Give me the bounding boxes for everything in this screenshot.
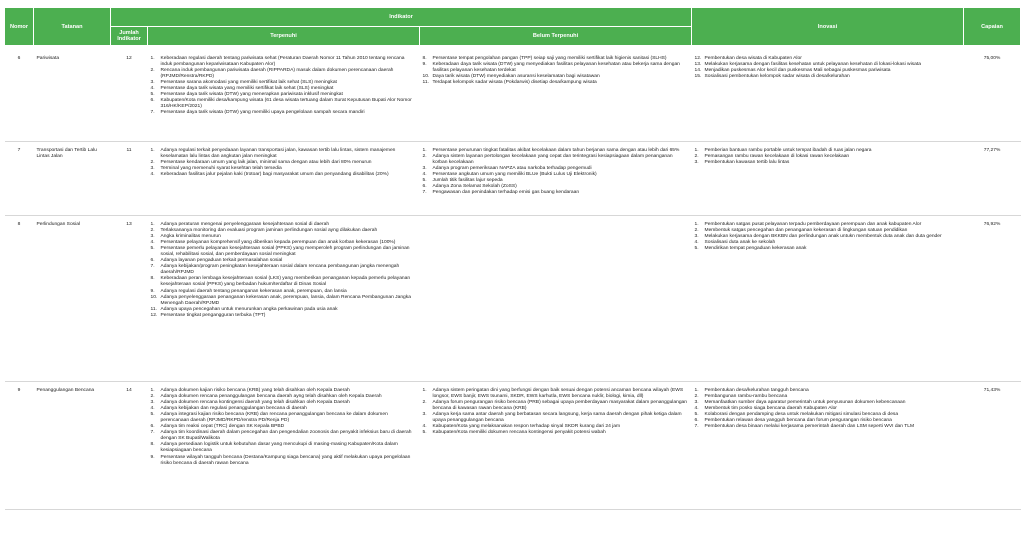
cell-terpenuhi-list (151, 148, 417, 178)
list-item-number: 1. (150, 388, 155, 393)
list-item (151, 430, 417, 442)
cell-tatanan: Pariwisata (34, 50, 111, 142)
list-item-number: 12. (694, 55, 702, 61)
list-item-text: Keberadaan fasilitas jalur pejalan kaki (trotoar) bagi masyarakat umum dan penyandang disabilitas (20%) (160, 172, 389, 178)
list-item-text: Pembentukan satgas pusat pelayanan terpadu pemberdayaan perempuan dan anak kabupaten Alor (704, 222, 922, 227)
list-item-number: 15. (694, 73, 702, 79)
list-item-text: Pemasangan rambu rawan kecelakaan di lokasi rawan kecelakaan (704, 154, 850, 160)
list-item-number: 10. (422, 73, 430, 79)
list-item-number: 7. (150, 264, 155, 270)
list-item-text: Adanya program pemeriksaan NAPZA atau narkoba terhadap pengemudi (432, 166, 592, 172)
list-item-number: 1. (694, 388, 699, 393)
list-item-text: Adanya regulasi daerah tentang penanganan kekerasan anak, perempuan, dan lansia (160, 288, 347, 294)
cell-terpenuhi (148, 50, 420, 142)
list-item (151, 442, 417, 454)
list-item (151, 110, 417, 116)
list-item-text: Kolaborasi dengan pendamping desa untuk melakukan mitigasi simulasi bencana di desa (704, 412, 899, 418)
list-item-text: Persentase pemerlu pelayanan kesejahteraan sosial (PPKS) yang memperoleh program perlindungan dan jaminan sosial, rehabilitasi sosial, dan pemberdayaan sosial meningkat (160, 246, 410, 258)
list-item-number: 4. (694, 406, 699, 412)
list-item-number: 7. (422, 190, 427, 196)
cell-belum-terpenuhi (420, 50, 692, 142)
list-item-text: Keberadaan regulasi daerah tentang pariwisata sehat (Peraturan Daerah Nomor 11 Tahun 2010 tentang rencana induk pembangunan kepariwisataan Kabupaten Alor) (160, 55, 405, 67)
list-item-number: 7. (150, 109, 155, 115)
list-item-number: 10. (150, 294, 158, 300)
list-item-text: Persentase daya tarik wisata (DTW) yang menerapkan pariwisata inklusif meningkat (160, 91, 343, 97)
list-item-number: 1. (422, 388, 427, 393)
list-item-number: 5. (150, 412, 155, 418)
list-item (151, 412, 417, 424)
header-belum-terpenuhi: Belum Terpenuhi (420, 27, 692, 46)
table-body (5, 46, 1021, 510)
list-item-number: 1. (150, 55, 155, 61)
cell-terpenuhi (148, 142, 420, 216)
list-item-number: 4. (150, 85, 155, 91)
cell-capaian: 71,43% (964, 382, 1021, 510)
cell-jumlah: 14 (111, 382, 148, 510)
list-item-number: 3. (694, 234, 699, 240)
list-item-text: Adanya layanan pengaduan terkait permasalahan sosial (160, 258, 283, 264)
list-item-text: Melakukan kerjasama dengan BKKBN dan perlindungan anak untukn membentuk duta anak dan duta gender (704, 234, 942, 240)
list-item-number: 13. (694, 61, 702, 67)
list-item-number: 4. (150, 406, 155, 412)
list-item-number: 2. (150, 394, 155, 400)
header-tatanan: Tatanan (34, 8, 111, 46)
cell-belum-terpenuhi-list (423, 388, 689, 436)
list-item-number: 4. (150, 172, 155, 178)
list-item-number: 6. (422, 184, 427, 190)
cell-belum-terpenuhi (420, 142, 692, 216)
cell-terpenuhi (148, 216, 420, 382)
list-item (423, 80, 689, 86)
list-item-number: 14. (694, 67, 702, 73)
list-item-text: Adanya dokumen rencana penanggulangan bencana daerah ayng telah disahkan oleh Kepala Daerah (160, 394, 382, 400)
list-item-number: 3. (694, 400, 699, 406)
cell-inovasi-list (695, 148, 961, 166)
list-item-text: Adanya peraturan mengenai penyelenggaraan kesejahteraan sosial di daerah (160, 222, 330, 227)
list-item-number: 7. (150, 430, 155, 436)
cell-capaian: 75,00% (964, 50, 1021, 142)
list-item-text: Persentase pelayanan komprehensif yang diberikan kepada perempuan dan anak korban kekerasan (100%) (160, 240, 396, 246)
list-item-number: 3. (150, 79, 155, 85)
list-item (151, 246, 417, 258)
list-item-number: 9. (150, 288, 155, 294)
list-item-text: Persentase daya tarik wisata (DTW) yang memiliki upaya pengelolaan sampah secara mandiri (160, 109, 365, 115)
list-item-number: 4. (150, 240, 155, 246)
list-item (151, 276, 417, 288)
cell-belum-terpenuhi (420, 382, 692, 510)
indicator-table-container (4, 7, 1020, 510)
list-item-text: Terminal yang memenuhi syarat kesehtan telah tersedia (160, 166, 282, 172)
list-item-text: Adanya upaya pencegahan untuk menurunkan angka perkawinan pada usia anak (160, 306, 338, 312)
list-item-number: 4. (694, 240, 699, 246)
list-item (423, 400, 689, 412)
list-item-text: Persentase penurunan tingkat fatalitas akibat kecelakaan dalam tahun berjanan sama dengan atau lebih dari 65% (432, 148, 680, 153)
list-item-text: Adanya tim reaksi cepat (TRC) dengan SK Kepala BPBD (160, 424, 285, 430)
list-item-number: 2. (150, 228, 155, 234)
cell-inovasi (692, 216, 964, 382)
table-row (5, 216, 1021, 382)
list-item (151, 56, 417, 68)
list-item-number: 2. (694, 394, 699, 400)
list-item-number: 3. (150, 400, 155, 406)
list-item-text: Membentuk tim posko siaga bencana daerah Kabupaten Alor (704, 406, 837, 412)
cell-tatanan: Transportasi dan Tertib Lalu Lintas Jalan (34, 142, 111, 216)
indicator-table (4, 7, 1021, 510)
list-item-number: 1. (694, 222, 699, 227)
list-item-text: Persentase tingkat pengangguran terbuka (TPT) (160, 312, 266, 318)
list-item (151, 68, 417, 80)
list-item-number: 2. (694, 228, 699, 234)
list-item-number: 3. (422, 166, 427, 172)
header-indikator: Indikator (111, 8, 692, 27)
list-item-text: Sosialisasi duta anak ke sekolah (704, 240, 776, 246)
list-item-text: Adanya dokumen kajian risiko bencana (KRB) yang telah disahkan oleh Kepala Daerah (160, 388, 350, 393)
cell-terpenuhi-list (151, 222, 417, 319)
list-item-text: Terlaksananya monitoring dan evaluasi program jaminan perlindungan sosial ayng dilakukan daerah (160, 228, 378, 234)
header-terpenuhi: Terpenuhi (148, 27, 420, 46)
cell-jumlah: 11 (111, 142, 148, 216)
list-item (695, 160, 961, 166)
list-item-number: 3. (422, 412, 427, 418)
list-item-number: 2. (422, 400, 427, 406)
list-item-number: 5. (150, 91, 155, 97)
list-item-text: Adanya kerja sama antar daerah yang berbatasan secara langsung, kerja sama daerah dengan pihak ketiga dalam upaya penanggulangan bencana (432, 412, 682, 424)
list-item-text: Membentuk satgas pencegahan dan penanganan kekerasan di lingkungan satuan pendidikan (704, 228, 908, 234)
cell-capaian: 77,27% (964, 142, 1021, 216)
table-row (5, 142, 1021, 216)
list-item-text: Memanfaatkan sumber daya aparatur pemerintah untuk penyusunan dokumen kebencanaan (704, 400, 906, 406)
header-nomor: Nomor (5, 8, 34, 46)
list-item (695, 74, 961, 80)
list-item-text: Kabupaten/Kota memiliki dokumen rencana kontingensi penyakit potensi wabah (432, 430, 606, 436)
cell-capaian: 76,92% (964, 216, 1021, 382)
list-item-text: Pembentukan desa/kelurahan tangguh bencana (704, 388, 809, 393)
list-item (151, 295, 417, 307)
list-item-text: Kabupaten/Kota memiliki desa/kampung wisata (61 desa wisata tertuang dalam Surat Keputusan Bupati Alor Nomor 316/HK/KEP/2021) (160, 97, 412, 109)
list-item-text: Adanya forum pengurangan risiko bencana (PRB) sebagai upaya pemberdayaan masyarakat dalam penanggulangan bencana di kawasan rawan bencana (KRB) (432, 400, 687, 412)
list-item-number: 2. (150, 160, 155, 166)
list-item-text: Daya tarik wisata (DTW) menyediakan asuransi keselamatan bagi wisatawan (432, 73, 600, 79)
list-item-text: Jumlah titik fasilitas lajur sepeda (432, 178, 503, 184)
cell-nomor: 8 (5, 216, 34, 382)
list-item (423, 412, 689, 424)
table-row (5, 382, 1021, 510)
cell-jumlah: 12 (111, 50, 148, 142)
cell-belum-terpenuhi-list (423, 148, 689, 196)
list-item-text: Adanya kebijakan/program peningkatan kesejahteraan sosial dalam rencana pembangunan jangka menengah daerah/RPJMD (160, 264, 400, 276)
list-item-text: Persentase angkutan umum yang memiliki BLUe (Bukti Lulus Uji Elektronik) (432, 172, 597, 178)
list-item (151, 98, 417, 110)
list-item (151, 172, 417, 178)
list-item-text: Persentase tempat pengolahan pangan (TPP) seiap saji yang memiliki sertifikat laik higienis sanitasi (SLHS) (432, 55, 667, 61)
list-item-text: Adanya integrasi kajian risiko bencana (KRB) dan rencana penanggulangan bencana ke dalam dokumen perencanaan daerah (RPJMD/RKPD/renstra PD/Renja PD) (160, 412, 388, 424)
list-item-number: 1. (694, 148, 699, 153)
list-item-number: 9. (422, 61, 427, 67)
list-item (423, 62, 689, 74)
list-item-number: 2. (422, 154, 427, 160)
cell-nomor: 9 (5, 382, 34, 510)
list-item-number: 8. (150, 276, 155, 282)
list-item-text: Pembangunan rambu-rambu bencana (704, 394, 788, 400)
list-item-text: Sosialisasi pembentukan kelompok sadar wisata di desa/kelurahan (704, 73, 850, 79)
list-item-number: 2. (150, 67, 155, 73)
cell-nomor: 6 (5, 50, 34, 142)
list-item-text: Kabupaten/Kota yang melaksanakan respon terhadap sinyal SKDR kurang dari 24 jam (432, 424, 621, 430)
cell-tatanan: Penanggulangan Bencana (34, 382, 111, 510)
list-item-number: 12. (150, 312, 158, 318)
list-item (151, 148, 417, 160)
cell-belum-terpenuhi (420, 216, 692, 382)
list-item-text: Persentase kendaraan umum yang laik jalan, minimal sama dengan atau lebih dari 80% menurun (160, 160, 372, 166)
list-item-number: 1. (150, 222, 155, 227)
list-item-text: Keberadaan daya tarik wisata (DTW) yang menyediakan fasilitas pelayanan kesehatan atau bekerja sama dengan fasilitas pelayanan kesehatan terdekat (432, 61, 680, 73)
list-item-text: Adanya sistem layanan pertolongan kecelakaan yang cepat dan terintegrasi kesiapsiagaan dalam penanganan korban kecelakaan (432, 154, 673, 166)
list-item-text: Pengawasan dan penindakan terhadap emisi gas buang kendaraan (432, 190, 580, 196)
cell-inovasi (692, 50, 964, 142)
list-item-number: 6. (150, 97, 155, 103)
list-item-text: Terdapat kelompok sadar wisata (Pokdarwis) disetiap desa/kampung wisata (432, 79, 597, 85)
list-item (423, 388, 689, 400)
list-item-number: 11. (422, 79, 429, 85)
list-item-text: Adanya tim koordinasi daerah dalam pencegahan dan pengendalian zoonosis dan penyakit infeksius baru di daerah dengan SK Bupati/Walikota (160, 430, 412, 442)
list-item-number: 6. (694, 418, 699, 424)
list-item-text: Pemberian bantuan rambu portable untuk tempat ibadah di ruas jalan negara (704, 148, 872, 153)
list-item-text: Persentase sarana akomodasi yang memiliki sertifikat laik sehat (SLS) meningkat (160, 79, 337, 85)
list-item-text: Adanya kebijakan dan regulasi penanggulangan bencana di daerah (160, 406, 307, 412)
list-item-text: Persentase wilayah tangguh bencana (Destana/Kampung siaga bencana) yang aktif melakukan upaya pengelolaan risiko bencana di daerah rawan bencana (160, 454, 411, 466)
list-item-number: 3. (150, 234, 155, 240)
cell-belum-terpenuhi-list (423, 56, 689, 86)
list-item-number: 9. (150, 454, 155, 460)
list-item (151, 313, 417, 319)
list-item-text: Mendirikan tempat pengaduan kekerasan anak (704, 246, 807, 252)
cell-inovasi-list (695, 56, 961, 80)
list-item-text: Angka kriminalitas menurun (160, 234, 221, 240)
list-item-text: Pembentukan relawan desa yangguh bencana dan forum pengurangan risiko bencana (704, 418, 892, 424)
cell-tatanan: Perlindungan Sosial (34, 216, 111, 382)
list-item-text: Menjadikan puskesmas Alor kecil dan puskesmas Mali sebagai puskesmas pariwisata (704, 67, 891, 73)
list-item-number: 4. (422, 424, 427, 430)
cell-inovasi-list (695, 388, 961, 430)
list-item-text: Pembentukan desa wisata di Kabupaten Alor (704, 55, 802, 61)
header-jumlah-indikator: Jumlah Indikator (111, 27, 148, 46)
list-item-number: 8. (150, 442, 155, 448)
header-inovasi: Inovasi (692, 8, 964, 46)
list-item-number: 5. (694, 246, 699, 252)
list-item-text: Adanya Zona Selamat Sekolah (ZoSS) (432, 184, 517, 190)
list-item (695, 424, 961, 430)
list-item-number: 1. (150, 148, 155, 153)
list-item-number: 3. (694, 160, 699, 166)
list-item-text: Melakukan kerjasama dengan fasilitas kesehatan untuk pelayanan kesehatan di lokasi-lokasi wisata (704, 61, 921, 67)
cell-inovasi-list (695, 222, 961, 252)
list-item-text: Keberadaan peran lembaga kesejahteraan sosial (LKS) yang memberikan penanganan kepada pemerlu pelayanan kesejahteraan sosial (PPKS) yang berbadan hukum/terdaftar di Dinas Sosial (160, 276, 411, 288)
list-item-text: Adanya dokumen rencana kontingensi daerah yang telah disahkan oleh Kepala Daerah (160, 400, 350, 406)
list-item-number: 6. (150, 258, 155, 264)
list-item (151, 455, 417, 467)
list-item-text: Adanya sistem peringatan dini yang berfungsi dengan baik sesuai dengan potensi ancaman bencana wilayah (EWS longsor, EWS banjir, EWS tsunami, SKDR, EWS karhutla, EWS bencana nuklir, biologi, kimia, dll) (432, 388, 684, 400)
cell-inovasi (692, 382, 964, 510)
list-item-number: 5. (694, 412, 699, 418)
list-item-text: Pembentukan kawasan tertib lalu lintas (704, 160, 790, 166)
list-item-text: Adanya persediaan logistik untuk kebutuhan dasar yang mencukupi di masing-masing Kabupaten/Kota dalam kesiapsiagaan bencana (160, 442, 398, 454)
list-item-text: Pembentukan desa binaan melalui kerjasama pemerintah daerah dan LSM seperti WVI dan TLM (704, 424, 915, 430)
list-item-text: Rencana induk pembangunan pariwisata daerah (RIPPARDA) masuk dalam dokumen perencanaan daerah (RPJMD/Renstra/RKPD) (160, 67, 394, 79)
list-item-text: Persentase daya tarik wisata yang memiliki sertifikat laik sehat (SLS) meningkat (160, 85, 334, 91)
list-item-text: Adanya regulasi terkait penyedaaan layanan transportasi jalan, kawasan tertib lalu lintas, sistem manajemen keselamatan lalu lintas dan angkutan jalan meningkat (160, 148, 396, 160)
list-item-number: 5. (422, 178, 427, 184)
list-item-number: 6. (150, 424, 155, 430)
cell-terpenuhi-list (151, 388, 417, 467)
list-item-number: 8. (422, 55, 427, 61)
list-item-number: 4. (422, 172, 427, 178)
list-item (151, 264, 417, 276)
list-item-number: 1. (422, 148, 427, 153)
list-item-number: 7. (694, 424, 699, 430)
list-item-number: 11. (150, 306, 157, 312)
list-item-number: 3. (150, 166, 155, 172)
list-item-number: 5. (422, 430, 427, 436)
list-item (423, 430, 689, 436)
list-item-number: 5. (150, 246, 155, 252)
cell-nomor: 7 (5, 142, 34, 216)
list-item-text: Adanya penyelenggaraan penanganan kekerasan anak, perempuan, lansia, dalam Rencana Pembangunan Jangka Menengah Daerah/RPJMD (160, 294, 411, 306)
list-item (423, 190, 689, 196)
cell-terpenuhi (148, 382, 420, 510)
table-row (5, 50, 1021, 142)
list-item (423, 154, 689, 166)
cell-terpenuhi-list (151, 56, 417, 116)
cell-inovasi (692, 142, 964, 216)
cell-jumlah: 13 (111, 216, 148, 382)
list-item (695, 246, 961, 252)
header-capaian: Capaian (964, 8, 1021, 46)
list-item-number: 2. (694, 154, 699, 160)
